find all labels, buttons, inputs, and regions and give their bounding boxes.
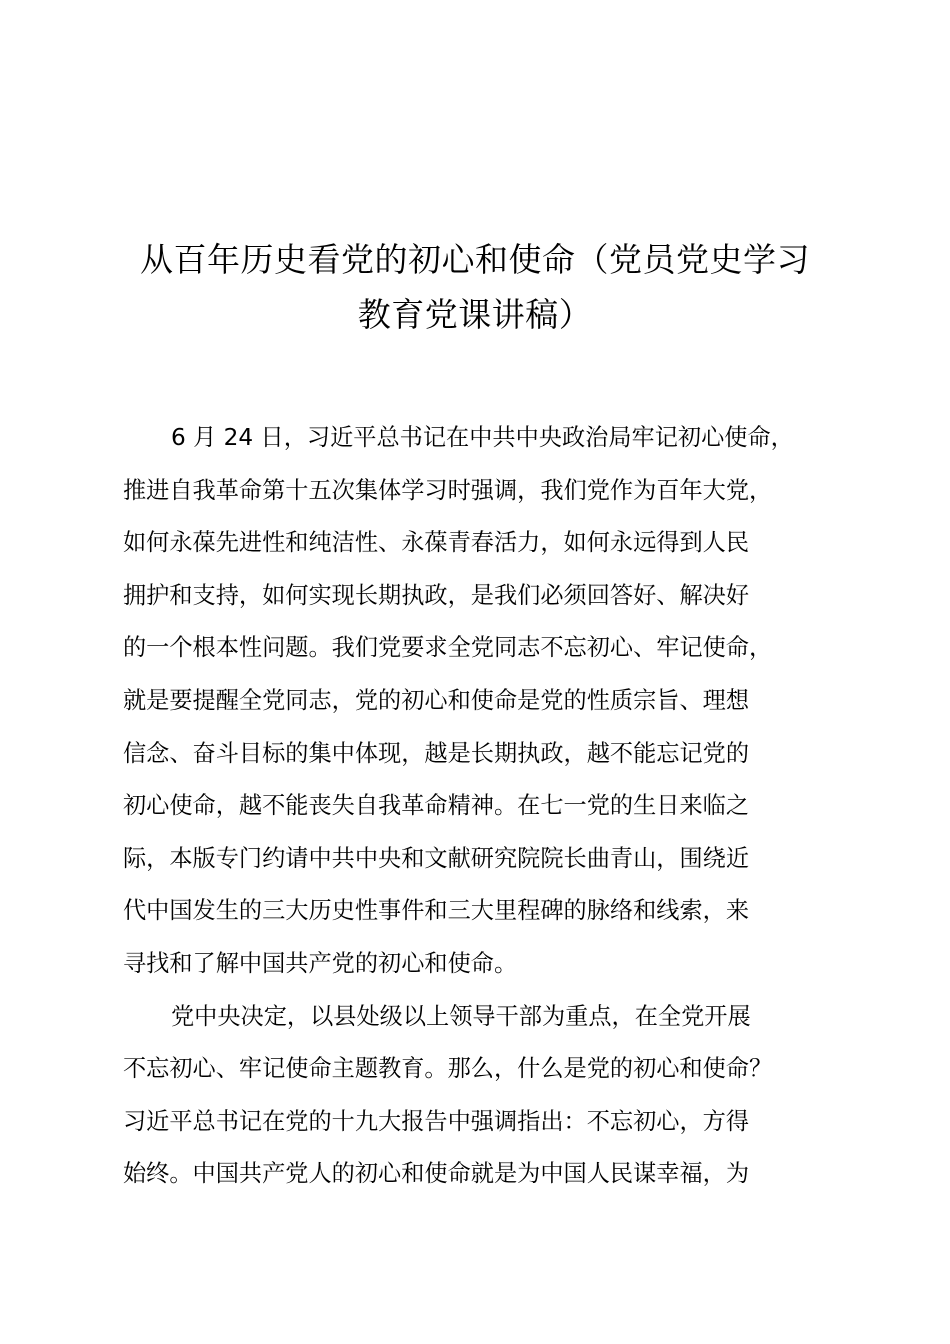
text-line: 6 月 24 日，习近平总书记在中共中央政治局牢记初心使命， [171,424,794,451]
text-line: 寻找和了解中国共产党的初心和使命。 [123,949,518,977]
text-line: 如何永葆先进性和纯洁性、永葆青春活力，如何永远得到人民 [123,529,750,557]
document-body [123,412,863,1201]
text-line: 始终。中国共产党人的初心和使命就是为中国人民谋幸福，为 [123,1160,750,1188]
text-line: 际，本版专门约请中共中央和文献研究院院长曲青山，围绕近 [123,844,750,872]
text-line: 推进自我革命第十五次集体学习时强调，我们党作为百年大党， [123,476,773,504]
text-line: 习近平总书记在党的十九大报告中强调指出：不忘初心，方得 [123,1107,750,1135]
document-title [118,232,832,342]
text-line: 的一个根本性问题。我们党要求全党同志不忘初心、牢记使命， [123,634,773,662]
paragraph-1 [123,412,863,991]
text-line: 不忘初心、牢记使命主题教育。那么，什么是党的初心和使命？ [123,1055,773,1083]
text-line: 代中国发生的三大历史性事件和三大里程碑的脉络和线索，来 [123,897,750,925]
title-line-1: 从百年历史看党的初心和使命（党员党史学习 [140,240,810,279]
paragraph-2 [123,991,863,1201]
text-line: 拥护和支持，如何实现长期执政，是我们必须回答好、解决好 [123,581,750,609]
text-line: 初心使命，越不能丧失自我革命精神。在七一党的生日来临之 [123,792,750,820]
text-line: 信念、奋斗目标的集中体现，越是长期执政，越不能忘记党的 [123,739,750,767]
text-line: 党中央决定，以县处级以上领导干部为重点，在全党开展 [171,1002,751,1030]
text-line: 就是要提醒全党同志，党的初心和使命是党的性质宗旨、理想 [123,686,750,714]
title-line-2: 教育党课讲稿） [357,295,593,334]
